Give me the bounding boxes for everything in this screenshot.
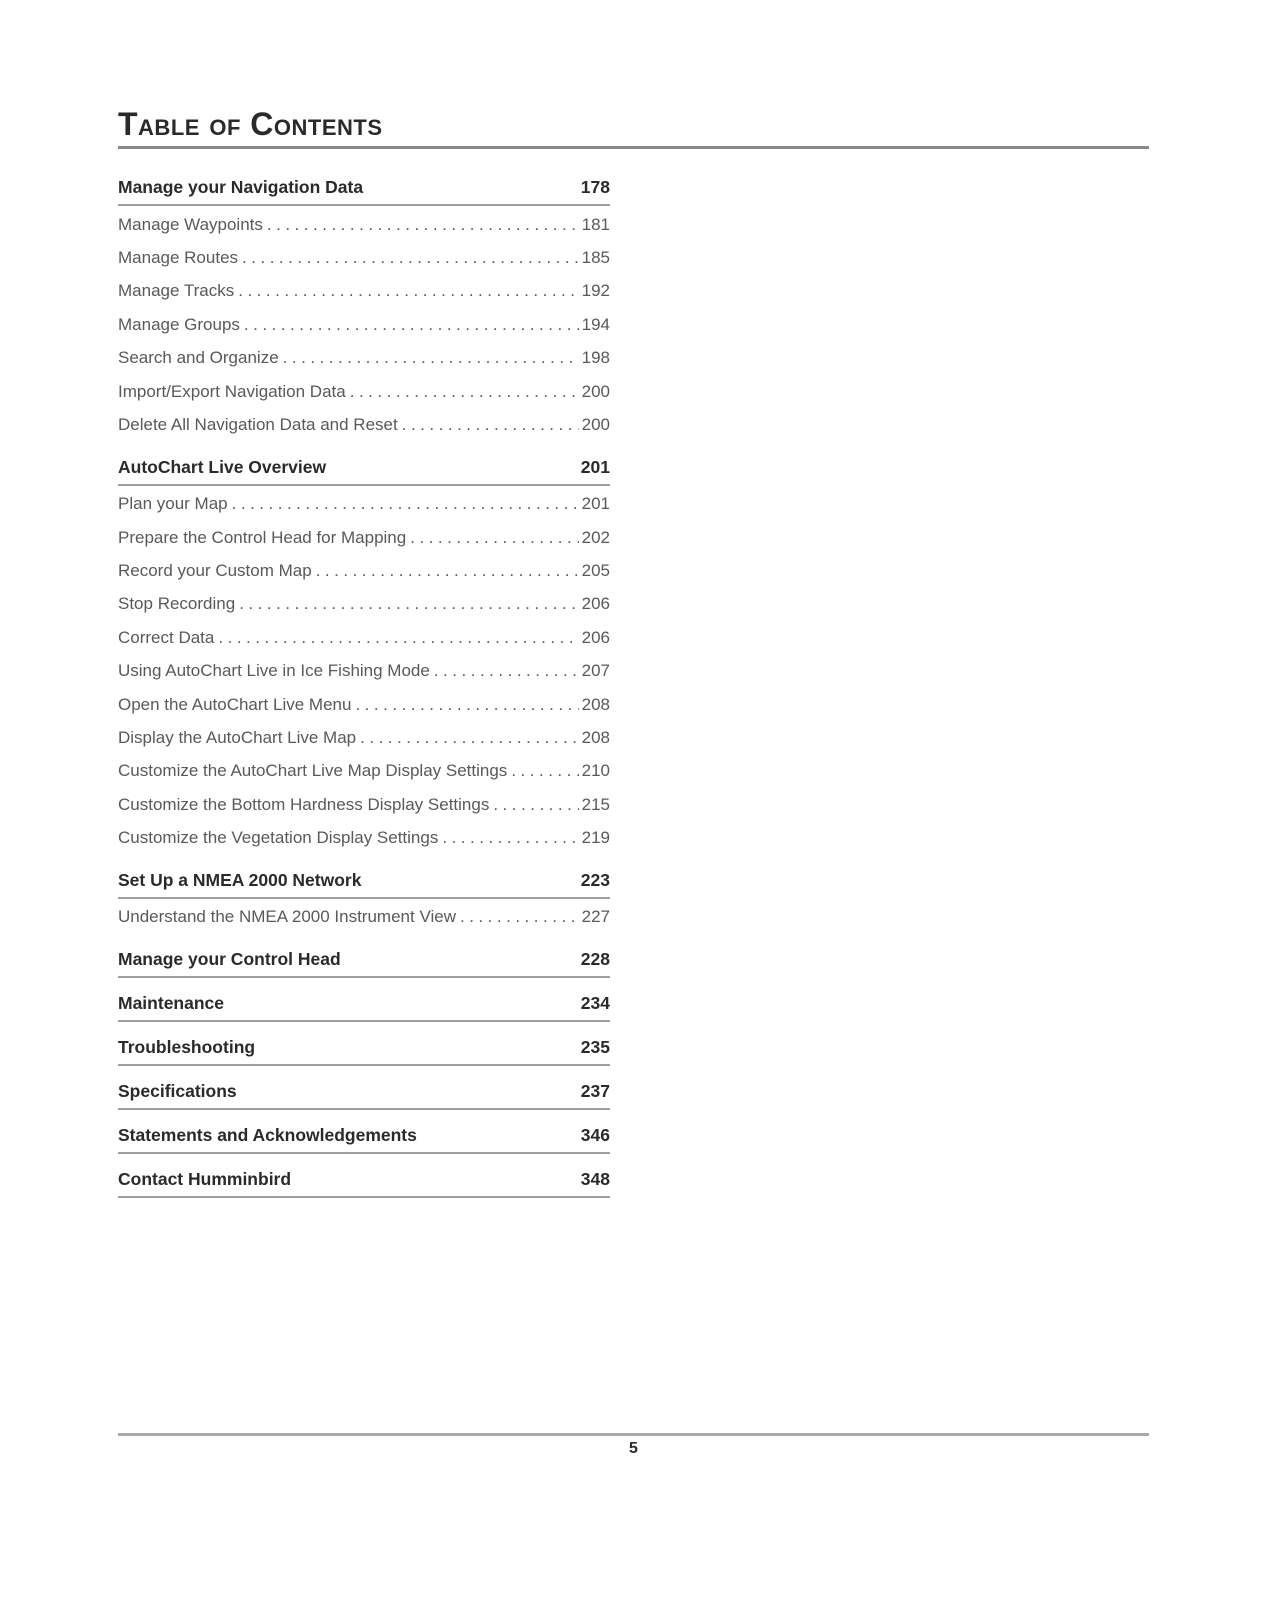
toc-entry-title: Record your Custom Map xyxy=(118,561,312,581)
toc-section xyxy=(118,993,610,1022)
toc-entry-title: Open the AutoChart Live Menu xyxy=(118,694,352,714)
toc-section-heading[interactable] xyxy=(118,1125,610,1154)
dot-leader xyxy=(434,661,579,681)
toc-entry-page: 201 xyxy=(581,494,610,514)
toc-item-list xyxy=(118,901,610,934)
toc-entry-title: Search and Organize xyxy=(118,348,279,368)
toc-entry-page: 207 xyxy=(581,661,610,681)
toc-entry[interactable] xyxy=(118,688,610,721)
toc-section-title: Statements and Acknowledgements xyxy=(118,1125,417,1146)
toc-entry-page: 200 xyxy=(581,414,610,434)
toc-entry[interactable] xyxy=(118,408,610,441)
dot-leader xyxy=(442,828,578,848)
toc-entry-page: 185 xyxy=(581,248,610,268)
toc-entry-title: Plan your Map xyxy=(118,494,228,514)
dot-leader xyxy=(493,795,578,815)
toc-entry-title: Correct Data xyxy=(118,627,215,647)
dot-leader xyxy=(239,594,578,614)
toc-section-title: AutoChart Live Overview xyxy=(118,456,327,477)
toc-entry[interactable] xyxy=(118,375,610,408)
toc-section xyxy=(118,177,610,442)
toc-entry-page: 210 xyxy=(581,761,610,781)
toc-item-list xyxy=(118,488,610,855)
page-number: 5 xyxy=(629,1440,638,1457)
toc-entry-page: 181 xyxy=(581,214,610,234)
toc-section-title: Specifications xyxy=(118,1081,237,1102)
dot-leader xyxy=(355,695,578,715)
toc-section-heading[interactable] xyxy=(118,870,610,899)
toc-section-page: 223 xyxy=(580,869,610,890)
toc-entry-title: Customize the Bottom Hardness Display Settings xyxy=(118,794,490,814)
dot-leader xyxy=(283,348,579,368)
toc-entry-page: 192 xyxy=(581,281,610,301)
toc-entry-page: 202 xyxy=(581,527,610,547)
toc-entry-title: Manage Routes xyxy=(118,248,239,268)
toc-entry-title: Import/Export Navigation Data xyxy=(118,381,346,401)
toc-section xyxy=(118,457,610,855)
dot-leader xyxy=(218,628,578,648)
table-of-contents xyxy=(118,177,610,1198)
toc-section-page: 346 xyxy=(580,1125,610,1146)
toc-entry-page: 215 xyxy=(581,794,610,814)
toc-section xyxy=(118,949,610,978)
toc-section xyxy=(118,1125,610,1154)
toc-entry-title: Manage Waypoints xyxy=(118,214,263,234)
toc-section-heading[interactable] xyxy=(118,993,610,1022)
toc-entry[interactable] xyxy=(118,788,610,821)
dot-leader xyxy=(316,561,579,581)
dot-leader xyxy=(511,761,578,781)
toc-entry[interactable] xyxy=(118,821,610,854)
toc-entry[interactable] xyxy=(118,655,610,688)
toc-section-page: 228 xyxy=(580,949,610,970)
toc-entry-title: Understand the NMEA 2000 Instrument View xyxy=(118,907,456,927)
toc-entry-page: 205 xyxy=(581,561,610,581)
toc-entry-page: 227 xyxy=(581,907,610,927)
toc-section-page: 201 xyxy=(580,456,610,477)
toc-entry-title: Display the AutoChart Live Map xyxy=(118,727,357,747)
toc-section-heading[interactable] xyxy=(118,1037,610,1066)
dot-leader xyxy=(460,907,579,927)
toc-section-title: Manage your Control Head xyxy=(118,949,341,970)
footer-rule xyxy=(118,1433,1149,1436)
toc-entry-title: Using AutoChart Live in Ice Fishing Mode xyxy=(118,661,430,681)
toc-section-title: Manage your Navigation Data xyxy=(118,177,364,197)
toc-entry-title: Stop Recording xyxy=(118,594,236,614)
toc-section-page: 178 xyxy=(580,177,610,197)
page-title: Table of Contents xyxy=(118,106,383,142)
toc-entry-title: Delete All Navigation Data and Reset xyxy=(118,414,398,434)
toc-section-page: 237 xyxy=(580,1081,610,1102)
toc-entry[interactable] xyxy=(118,308,610,341)
toc-section-title: Troubleshooting xyxy=(118,1037,256,1058)
toc-section-heading[interactable] xyxy=(118,177,610,206)
toc-section-title: Set Up a NMEA 2000 Network xyxy=(118,869,362,890)
toc-entry-title: Manage Groups xyxy=(118,314,240,334)
dot-leader xyxy=(244,315,579,335)
toc-entry[interactable] xyxy=(118,621,610,654)
toc-section xyxy=(118,1037,610,1066)
toc-entry[interactable] xyxy=(118,521,610,554)
toc-entry-page: 194 xyxy=(581,314,610,334)
toc-section-page: 235 xyxy=(580,1037,610,1058)
toc-section-page: 348 xyxy=(580,1169,610,1190)
toc-entry[interactable] xyxy=(118,241,610,274)
toc-section-page: 234 xyxy=(580,993,610,1014)
toc-section xyxy=(118,1169,610,1198)
toc-section-heading[interactable] xyxy=(118,1169,610,1198)
toc-entry-title: Customize the Vegetation Display Settings xyxy=(118,828,439,848)
title-rule xyxy=(118,146,1149,149)
toc-section-heading[interactable] xyxy=(118,949,610,978)
toc-section-title: Contact Humminbird xyxy=(118,1169,292,1190)
toc-entry[interactable] xyxy=(118,588,610,621)
toc-entry-page: 208 xyxy=(581,694,610,714)
toc-entry[interactable] xyxy=(118,554,610,587)
dot-leader xyxy=(410,528,578,548)
toc-section-title: Maintenance xyxy=(118,993,224,1014)
toc-section-heading[interactable] xyxy=(118,1081,610,1110)
toc-entry-title: Manage Tracks xyxy=(118,281,235,301)
dot-leader xyxy=(267,215,579,235)
toc-entry-page: 206 xyxy=(581,594,610,614)
toc-entry-page: 219 xyxy=(581,828,610,848)
toc-entry-page: 200 xyxy=(581,381,610,401)
page-footer xyxy=(118,1433,1149,1458)
dot-leader xyxy=(402,415,579,435)
toc-entry[interactable] xyxy=(118,901,610,934)
toc-entry[interactable] xyxy=(118,342,610,375)
toc-section xyxy=(118,870,610,934)
toc-item-list xyxy=(118,208,610,442)
toc-section-heading[interactable] xyxy=(118,457,610,486)
dot-leader xyxy=(242,248,579,268)
toc-entry[interactable] xyxy=(118,275,610,308)
dot-leader xyxy=(232,494,579,514)
toc-entry-page: 198 xyxy=(581,348,610,368)
dot-leader xyxy=(350,382,579,402)
toc-entry-page: 208 xyxy=(581,727,610,747)
dot-leader xyxy=(238,281,578,301)
dot-leader xyxy=(360,728,579,748)
toc-entry[interactable] xyxy=(118,755,610,788)
toc-entry[interactable] xyxy=(118,208,610,241)
toc-section xyxy=(118,1081,610,1110)
toc-entry-title: Prepare the Control Head for Mapping xyxy=(118,527,407,547)
toc-entry[interactable] xyxy=(118,488,610,521)
toc-entry[interactable] xyxy=(118,721,610,754)
toc-entry-title: Customize the AutoChart Live Map Display Settings xyxy=(118,761,508,781)
toc-entry-page: 206 xyxy=(581,627,610,647)
